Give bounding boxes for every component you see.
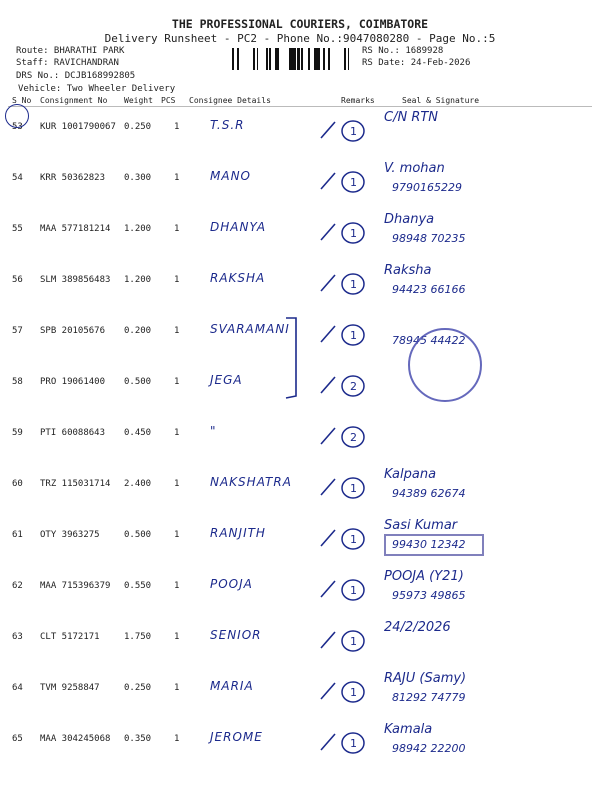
col-pcs: PCS (161, 96, 176, 105)
consignment-cell: MAA 577181214 (40, 224, 111, 234)
consignment-cell: SLM 389856483 (40, 275, 111, 285)
consignee-name-handwritten: T.S.R (210, 118, 245, 132)
phone-handwritten: 94389 62674 (392, 487, 466, 500)
remark-number: 1 (350, 482, 357, 495)
consignee-name-handwritten: NAKSHATRA (210, 475, 292, 489)
remark-number: 1 (350, 584, 357, 597)
signature-handwritten: RAJU (Samy) (384, 671, 467, 686)
consignment-cell: KRR 50362823 (40, 173, 106, 183)
remark-number: 1 (350, 125, 357, 138)
sno-cell: 64 (12, 683, 23, 693)
remark-tick-circle (317, 471, 377, 501)
consignment-cell: PRO 19061400 (40, 377, 106, 387)
signature-handwritten: Raksha (384, 263, 432, 278)
table-row (12, 618, 592, 668)
signature-handwritten: 24/2/2026 (384, 620, 451, 635)
consignee-name-handwritten: MANO (210, 169, 251, 183)
weight-cell: 0.250 (124, 122, 152, 132)
consignment-cell: PTI 60088643 (40, 428, 106, 438)
weight-cell: 0.250 (124, 683, 152, 693)
remark-number: 1 (350, 635, 357, 648)
col-consignment: Consignment No (40, 96, 108, 105)
remark-number: 1 (350, 737, 357, 750)
table-row (12, 414, 592, 464)
pcs-cell: 1 (174, 683, 180, 693)
table-row (12, 669, 592, 719)
sno-cell: 60 (12, 479, 23, 489)
remark-number: 2 (350, 431, 357, 444)
remark-tick-circle (317, 114, 377, 144)
remark-tick-circle (317, 675, 377, 705)
sno-cell: 56 (12, 275, 23, 285)
remark-number: 1 (350, 686, 357, 699)
sno-cell: 54 (12, 173, 23, 183)
phone-handwritten: 9790165229 (392, 181, 462, 194)
consignment-cell: KUR 1001790067 (40, 122, 116, 132)
consignee-name-handwritten: JEROME (210, 730, 263, 744)
consignment-cell: MAA 304245068 (40, 734, 111, 744)
sno-cell: 58 (12, 377, 23, 387)
weight-cell: 2.400 (124, 479, 152, 489)
signature-handwritten: Kalpana (384, 467, 437, 482)
consignment-cell: MAA 715396379 (40, 581, 111, 591)
pcs-cell: 1 (174, 173, 180, 183)
pcs-cell: 1 (174, 530, 180, 540)
consignment-cell: OTY 3963275 (40, 530, 100, 540)
table-row (12, 210, 592, 260)
remark-tick-circle (317, 624, 377, 654)
pcs-cell: 1 (174, 122, 180, 132)
remark-number: 1 (350, 278, 357, 291)
staff-label: Staff: RAVICHANDRAN (16, 58, 119, 68)
remark-tick-circle (317, 267, 377, 297)
remark-tick-circle (317, 420, 377, 450)
weight-cell: 1.750 (124, 632, 152, 642)
rs-number: RS No.: 1689928 (362, 46, 444, 56)
consignee-name-handwritten: " (210, 424, 217, 438)
consignee-name-handwritten: DHANYA (210, 220, 267, 234)
signature-handwritten: Sasi Kumar (384, 518, 458, 533)
remark-tick-circle (317, 369, 377, 399)
table-row (12, 261, 592, 311)
barcode-image (232, 48, 356, 70)
col-weight: Weight (124, 96, 153, 105)
remark-tick-circle (317, 216, 377, 246)
pcs-cell: 1 (174, 377, 180, 387)
consignment-cell: TVM 9258847 (40, 683, 100, 693)
remark-tick-circle (317, 165, 377, 195)
pcs-cell: 1 (174, 224, 180, 234)
weight-cell: 0.200 (124, 326, 152, 336)
pcs-cell: 1 (174, 581, 180, 591)
phone-handwritten: 98948 70235 (392, 232, 466, 245)
weight-cell: 0.450 (124, 428, 152, 438)
rs-date: RS Date: 24-Feb-2026 (362, 58, 471, 68)
consignment-cell: CLT 5172171 (40, 632, 100, 642)
consignee-name-handwritten: POOJA (210, 577, 253, 591)
phone-handwritten: 78945 44422 (392, 334, 466, 347)
company-title: THE PROFESSIONAL COURIERS, COIMBATORE (171, 17, 429, 31)
consignee-name-handwritten: RAKSHA (210, 271, 266, 285)
remark-number: 1 (350, 329, 357, 342)
pcs-cell: 1 (174, 428, 180, 438)
sno-cell: 61 (12, 530, 23, 540)
remark-number: 1 (350, 176, 357, 189)
phone-handwritten: 81292 74779 (392, 691, 466, 704)
weight-cell: 1.200 (124, 275, 152, 285)
consignee-name-handwritten: SENIOR (210, 628, 262, 642)
sno-cell: 65 (12, 734, 23, 744)
phone-handwritten: 99430 12342 (392, 538, 466, 551)
consignee-name-handwritten: MARIA (210, 679, 254, 693)
weight-cell: 0.500 (124, 377, 152, 387)
col-remarks: Remarks (341, 96, 375, 105)
signature-handwritten: Kamala (384, 722, 433, 737)
phone-handwritten: 94423 66166 (392, 283, 466, 296)
sno-cell: 59 (12, 428, 23, 438)
remark-tick-circle (317, 522, 377, 552)
weight-cell: 0.300 (124, 173, 152, 183)
pcs-cell: 1 (174, 326, 180, 336)
remark-number: 1 (350, 227, 357, 240)
table-row (12, 108, 592, 158)
sno-cell: 55 (12, 224, 23, 234)
col-consignee: Consignee Details (189, 96, 271, 105)
consignment-cell: SPB 20105676 (40, 326, 106, 336)
company-seal-stamp (408, 328, 482, 402)
pcs-cell: 1 (174, 734, 180, 744)
table-row (12, 465, 592, 515)
consignee-name-handwritten: JEGA (210, 373, 243, 387)
sno-cell: 53 (12, 122, 23, 132)
remark-number: 2 (350, 380, 357, 393)
signature-handwritten: Dhanya (384, 212, 435, 227)
phone-handwritten: 95973 49865 (392, 589, 466, 602)
weight-cell: 0.550 (124, 581, 152, 591)
consignment-cell: TRZ 115031714 (40, 479, 111, 489)
weight-cell: 1.200 (124, 224, 152, 234)
table-row (12, 720, 592, 770)
route-label: Route: BHARATHI PARK (16, 46, 125, 56)
pcs-cell: 1 (174, 632, 180, 642)
col-seal-signature: Seal & Signature (402, 96, 480, 105)
signature-handwritten: V. mohan (384, 161, 445, 176)
runsheet-title: Delivery Runsheet - PC2 - Phone No.:9047080280 - Page No.:5 (104, 32, 496, 45)
rectangular-seal-stamp (384, 534, 484, 556)
drs-label: DRS No.: DCJB168992805 (16, 71, 136, 81)
signature-handwritten: C/N RTN (384, 110, 439, 125)
vehicle-label: Vehicle: Two Wheeler Delivery (18, 84, 176, 94)
sno-cell: 57 (12, 326, 23, 336)
sno-cell: 63 (12, 632, 23, 642)
bracket-mark (284, 316, 304, 400)
table-row (12, 516, 592, 566)
table-row (12, 567, 592, 617)
sno-circle-mark (5, 104, 29, 128)
pcs-cell: 1 (174, 479, 180, 489)
remark-tick-circle (317, 726, 377, 756)
remark-tick-circle (317, 318, 377, 348)
table-row (12, 159, 592, 209)
phone-handwritten: 98942 22200 (392, 742, 466, 755)
consignee-name-handwritten: SVARAMANI (210, 322, 290, 336)
weight-cell: 0.350 (124, 734, 152, 744)
col-sno: S No (12, 96, 32, 105)
consignee-name-handwritten: RANJITH (210, 526, 266, 540)
remark-tick-circle (317, 573, 377, 603)
signature-handwritten: POOJA (Y21) (384, 569, 464, 584)
pcs-cell: 1 (174, 275, 180, 285)
header-divider (8, 106, 592, 107)
weight-cell: 0.500 (124, 530, 152, 540)
remark-number: 1 (350, 533, 357, 546)
sno-cell: 62 (12, 581, 23, 591)
